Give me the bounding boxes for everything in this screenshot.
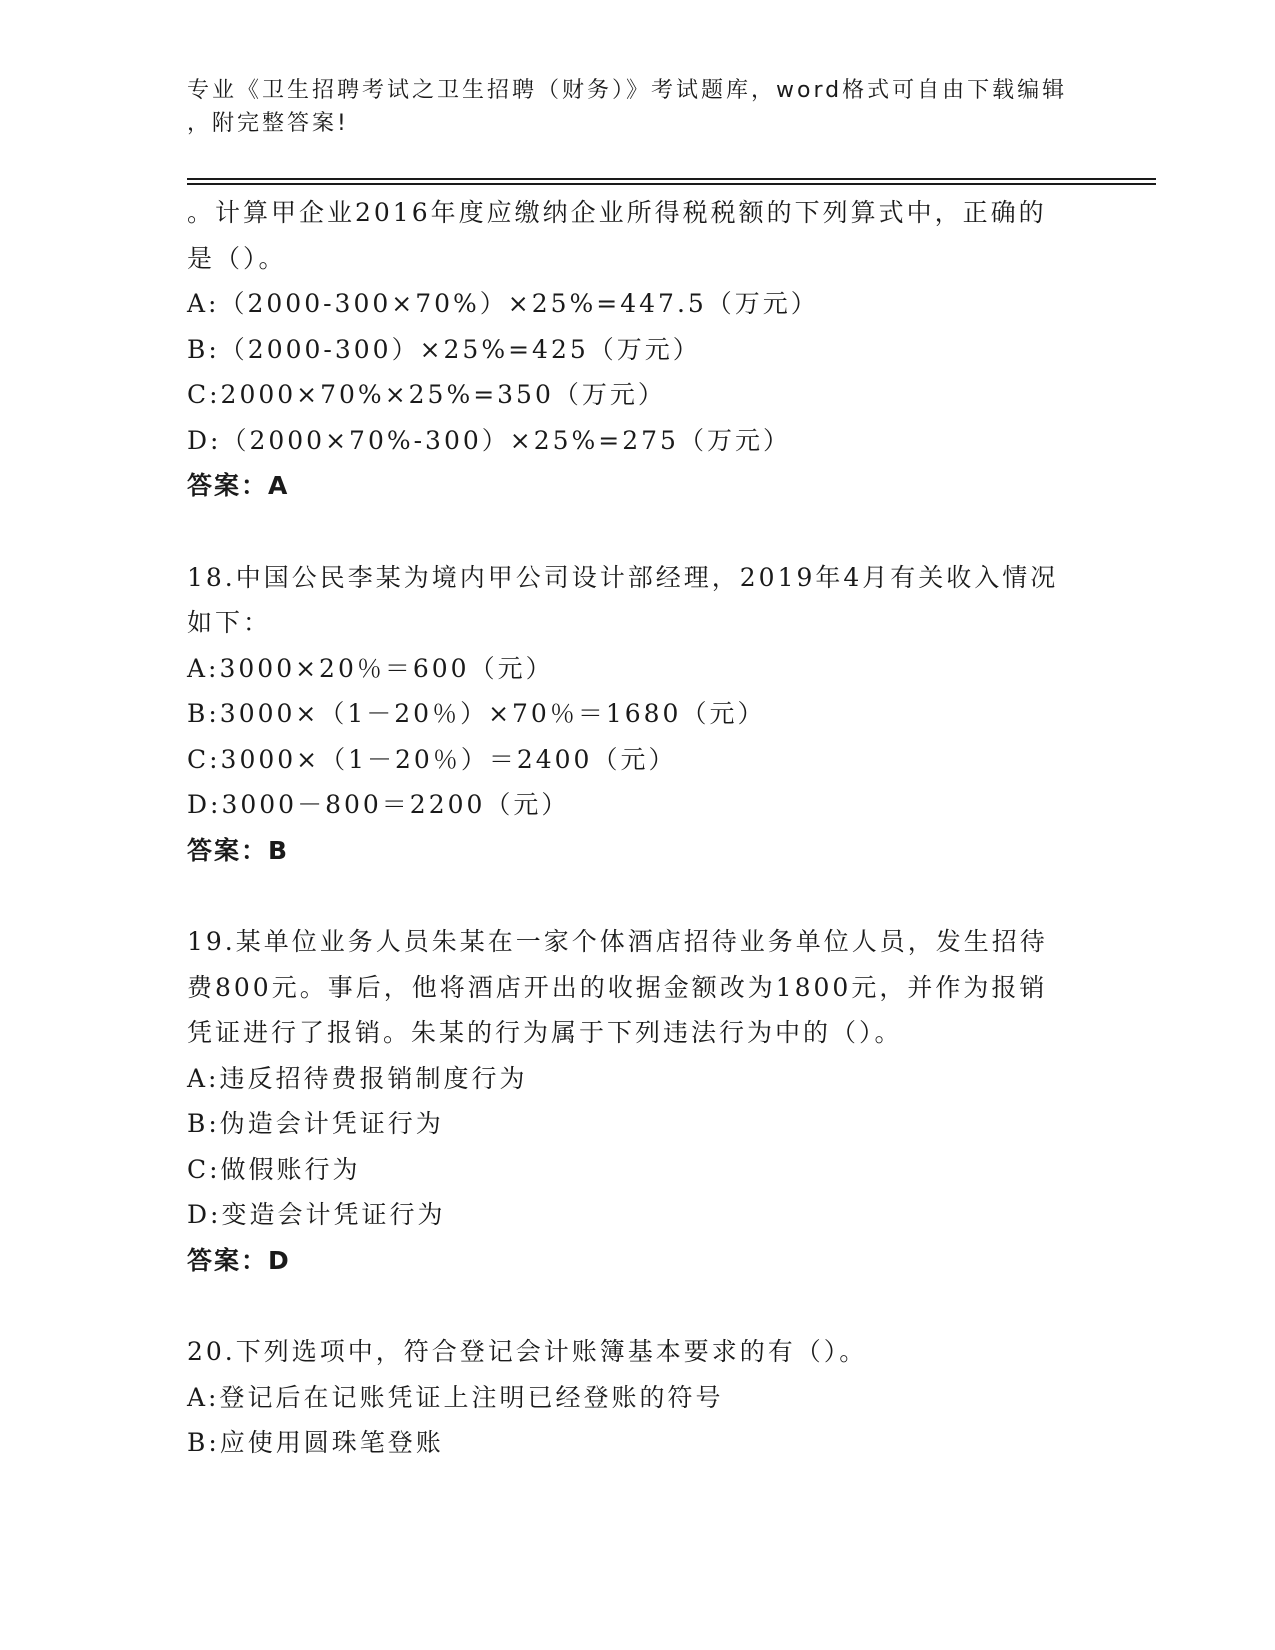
question-spacer (187, 873, 1087, 919)
question-stem-line: 是（）。 (187, 243, 287, 273)
question-stem-line: 19.某单位业务人员朱某在一家个体酒店招待业务单位人员，发生招待 (187, 927, 1048, 956)
option-a: A:违反招待费报销制度行为 (187, 1063, 528, 1093)
header-line-1: 专业《卫生招聘考试之卫生招聘（财务）》考试题库，word格式可自由下载编辑 (187, 78, 1068, 103)
question-stem-line: 。计算甲企业2016年度应缴纳企业所得税税额的下列算式中，正确的 (187, 198, 1047, 227)
question-spacer (187, 1283, 1087, 1329)
option-a: A:（2000-300×70%）×25%=447.5（万元） (187, 289, 819, 318)
document-header (187, 74, 1087, 140)
question-18 (187, 555, 1087, 874)
option-c: C:3000×（1－20％）＝2400（元） (187, 744, 677, 774)
header-divider-bottom (187, 183, 1156, 185)
header-divider-top (187, 178, 1156, 180)
option-c: C:2000×70%×25%=350（万元） (187, 380, 666, 409)
option-b: B:伪造会计凭证行为 (187, 1109, 444, 1138)
question-stem-line: 18.中国公民李某为境内甲公司设计部经理，2019年4月有关收入情况 (187, 562, 1059, 592)
question-20 (187, 1329, 1087, 1466)
option-a: A:3000×20％＝600（元） (187, 653, 554, 683)
answer-label: 答案：D (187, 1245, 291, 1275)
option-d: D:（2000×70%-300）×25%=275（万元） (187, 425, 791, 455)
answer-label: 答案：B (187, 835, 290, 865)
question-stem-line: 费800元。事后，他将酒店开出的收据金额改为1800元，并作为报销 (187, 972, 1048, 1002)
option-d: D:变造会计凭证行为 (187, 1200, 446, 1229)
question-stem-line: 凭证进行了报销。朱某的行为属于下列违法行为中的（）。 (187, 1018, 903, 1047)
question-17 (187, 190, 1087, 509)
answer-label: 答案：A (187, 471, 290, 500)
question-stem-line: 如下： (187, 608, 272, 637)
option-a: A:登记后在记账凭证上注明已经登账的符号 (187, 1382, 724, 1412)
option-b: B:应使用圆珠笔登账 (187, 1428, 444, 1457)
option-c: C:做假账行为 (187, 1154, 361, 1184)
question-19 (187, 919, 1087, 1283)
question-spacer (187, 509, 1087, 555)
header-line-2: ，附完整答案! (187, 111, 349, 136)
question-stem-line: 20.下列选项中，符合登记会计账簿基本要求的有（）。 (187, 1337, 868, 1366)
question-list (187, 190, 1087, 1466)
option-b: B:3000×（1－20％）×70％＝1680（元） (187, 699, 766, 728)
option-b: B:（2000-300）×25%=425（万元） (187, 334, 701, 364)
option-d: D:3000－800＝2200（元） (187, 790, 570, 819)
